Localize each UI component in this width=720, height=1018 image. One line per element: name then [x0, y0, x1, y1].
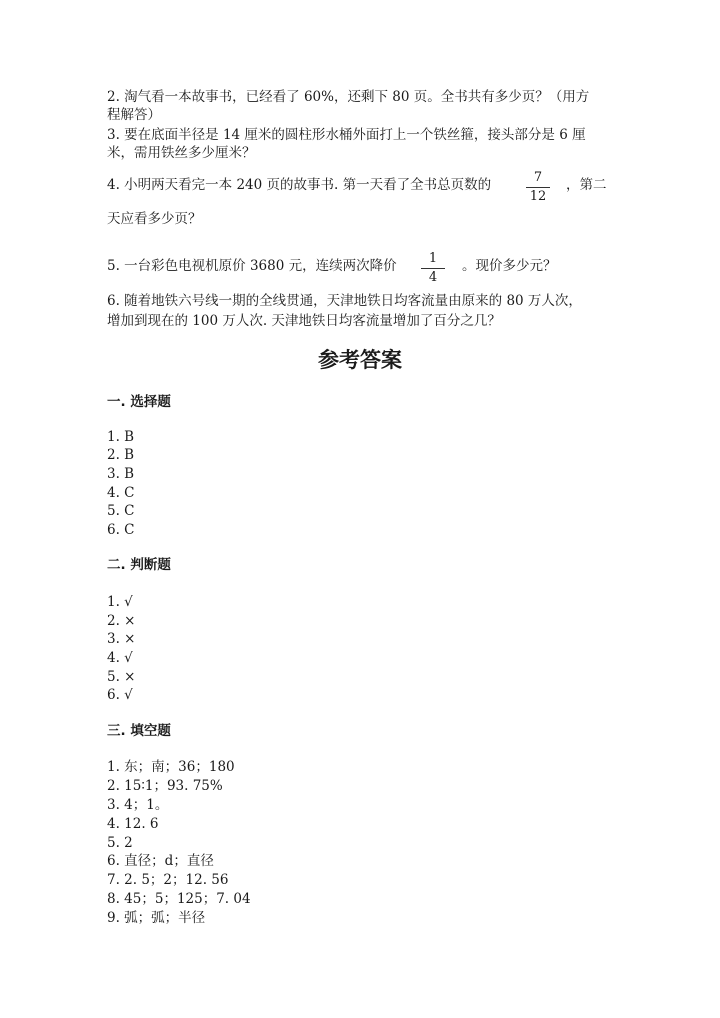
question-3-line-1: 3. 要在底面半径是 14 厘米的圆柱形水桶外面打上一个铁丝箍，接头部分是 6 厘 [107, 127, 586, 143]
question-5-line: 5. 一台彩色电视机原价 3680 元，连续两次降价 [107, 258, 397, 274]
answer-item: 2. × [107, 613, 136, 629]
question-3-line-2: 米，需用铁丝多少厘米？ [107, 145, 256, 161]
answer-item: 8. 45；5；125；7. 04 [107, 891, 251, 907]
question-2-line-2: 程解答） [107, 107, 161, 123]
answer-item: 7. 2. 5；2；12. 56 [107, 872, 229, 888]
question-2-line-1: 2. 淘气看一本故事书，已经看了 60%，还剩下 80 页。全书共有多少页？（用方 [107, 89, 590, 105]
answer-item: 2. 15∶1；93. 75% [107, 778, 223, 794]
answer-item: 4. C [107, 485, 135, 501]
answer-item: 6. C [107, 522, 135, 538]
answer-item: 6. 直径；d；直径 [107, 853, 214, 869]
section-heading-fill-in: 三. 填空题 [107, 723, 171, 739]
answer-item: 4. √ [107, 650, 133, 666]
question-6-line-1: 6. 随着地铁六号线一期的全线贯通，天津地铁日均客流量由原来的 80 万人次， [107, 293, 582, 309]
answer-item: 1. B [107, 429, 135, 445]
question-5-fraction [421, 252, 445, 285]
question-5-line-tail: 。现价多少元？ [462, 258, 557, 274]
answer-item: 9. 弧；弧；半径 [107, 910, 206, 926]
fraction-denominator: 12 [529, 189, 547, 204]
answer-item: 5. × [107, 669, 136, 685]
answer-item: 6. √ [107, 687, 133, 703]
answer-item: 5. 2 [107, 835, 133, 851]
answer-item: 1. 东；南；36；180 [107, 759, 235, 775]
answer-item: 2. B [107, 447, 135, 463]
answer-item: 5. C [107, 503, 135, 519]
question-4-line-1: 4. 小明两天看完一本 240 页的故事书. 第一天看了全书总页数的 [107, 177, 492, 193]
answer-item: 4. 12. 6 [107, 816, 159, 832]
fraction-numerator: 7 [526, 171, 550, 188]
answer-item: 3. × [107, 631, 136, 647]
answer-key-title: 参考答案 [318, 348, 402, 372]
fraction-numerator: 1 [421, 252, 445, 269]
section-heading-multiple-choice: 一. 选择题 [107, 394, 171, 410]
question-4-fraction [526, 171, 550, 204]
answer-item: 3. B [107, 466, 135, 482]
answer-item: 1. √ [107, 594, 133, 610]
fraction-denominator: 4 [428, 270, 438, 285]
section-heading-true-false: 二. 判断题 [107, 557, 171, 573]
question-4-line-1-tail: ，第二 [566, 177, 607, 193]
answer-item: 3. 4；1。 [107, 797, 169, 813]
question-4-line-2: 天应看多少页？ [107, 211, 202, 227]
question-6-line-2: 增加到现在的 100 万人次. 天津地铁日均客流量增加了百分之几？ [107, 313, 501, 329]
